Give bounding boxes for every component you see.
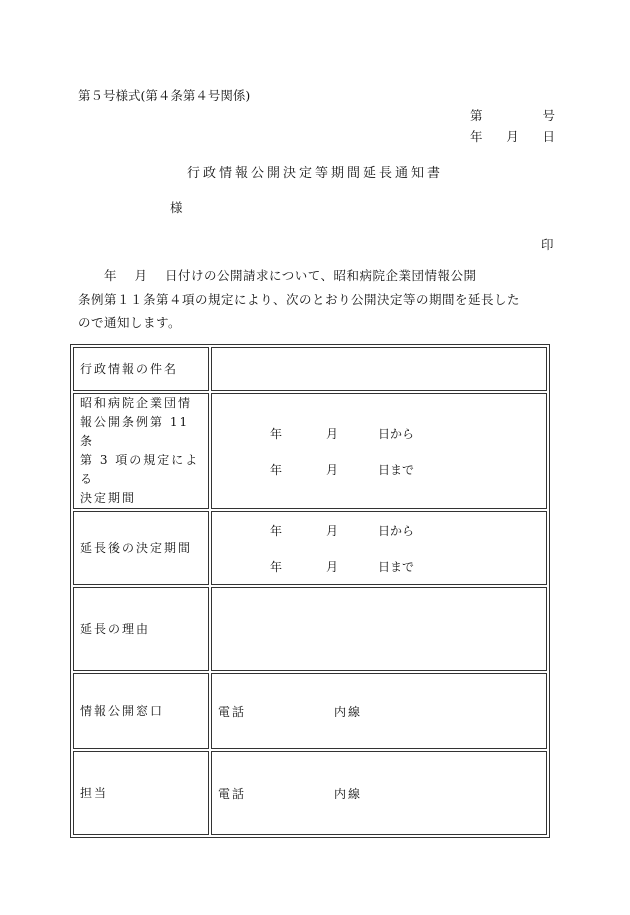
table-row: [73, 511, 547, 585]
value-disclosure-window: [211, 673, 547, 749]
period-month: 月: [326, 523, 339, 538]
period-year: 年: [270, 559, 283, 574]
label-line: 第 3 項の規定による: [80, 453, 200, 486]
table-row: [73, 751, 547, 835]
label-disclosure-window: 情報公開窓口: [73, 673, 209, 749]
date-day: 日: [542, 129, 555, 144]
number-suffix: 号: [542, 108, 555, 123]
label-line: 昭和病院企業団情: [80, 396, 193, 410]
period-until: [212, 451, 546, 487]
period-until-day: 日まで: [378, 462, 415, 477]
label-reason: 延長の理由: [73, 587, 209, 671]
tel-label: 電話: [218, 704, 247, 719]
value-subject: [211, 347, 547, 391]
value-original-period: [211, 393, 547, 509]
body-line-1: 年 月 日付けの公開請求について、昭和病院企業団情報公開: [78, 268, 477, 283]
period-month: 月: [326, 559, 339, 574]
ext-label: 内線: [334, 786, 363, 801]
table-row: [73, 393, 547, 509]
period-year: 年: [270, 523, 283, 538]
addressee-suffix: 様: [170, 200, 183, 215]
seal-mark: 印: [541, 237, 554, 252]
date-month: 月: [506, 129, 519, 144]
period-until-day: 日まで: [378, 559, 415, 574]
value-person-in-charge: [211, 751, 547, 835]
table-row: [73, 673, 547, 749]
document-date: [470, 127, 555, 145]
label-line: 報公開条例第 11 条: [80, 415, 190, 448]
period-month: 月: [326, 462, 339, 477]
label-person-in-charge: 担当: [73, 751, 209, 835]
period-from: [212, 512, 546, 548]
label-subject: 行政情報の件名: [73, 347, 209, 391]
label-extended-period: 延長後の決定期間: [73, 511, 209, 585]
value-extended-period: [211, 511, 547, 585]
period-month: 月: [326, 426, 339, 441]
body-line-3: ので通知します。: [78, 315, 182, 330]
period-year: 年: [270, 426, 283, 441]
document-title: 行政情報公開決定等期間延長通知書: [186, 166, 443, 181]
table-row: [73, 347, 547, 391]
contact-line: [212, 785, 546, 802]
label-original-period: [73, 393, 209, 509]
value-reason: [211, 587, 547, 671]
table-row: [73, 587, 547, 671]
notice-table: [70, 344, 550, 838]
contact-line: [212, 703, 546, 720]
document-number: [470, 106, 555, 124]
period-from-day: 日から: [378, 523, 415, 538]
tel-label: 電話: [218, 786, 247, 801]
ext-label: 内線: [334, 704, 363, 719]
period-year: 年: [270, 462, 283, 477]
period-from-day: 日から: [378, 426, 415, 441]
form-id: 第５号様式(第４条第４号関係): [78, 88, 251, 103]
number-prefix: 第: [470, 108, 483, 123]
date-year: 年: [470, 129, 483, 144]
period-from: [212, 415, 546, 451]
body-line-2: 条例第１１条第４項の規定により、次のとおり公開決定等の期間を延長した: [78, 291, 521, 307]
body-text: [78, 264, 556, 335]
label-line: 決定期間: [80, 491, 137, 505]
period-until: [212, 548, 546, 584]
